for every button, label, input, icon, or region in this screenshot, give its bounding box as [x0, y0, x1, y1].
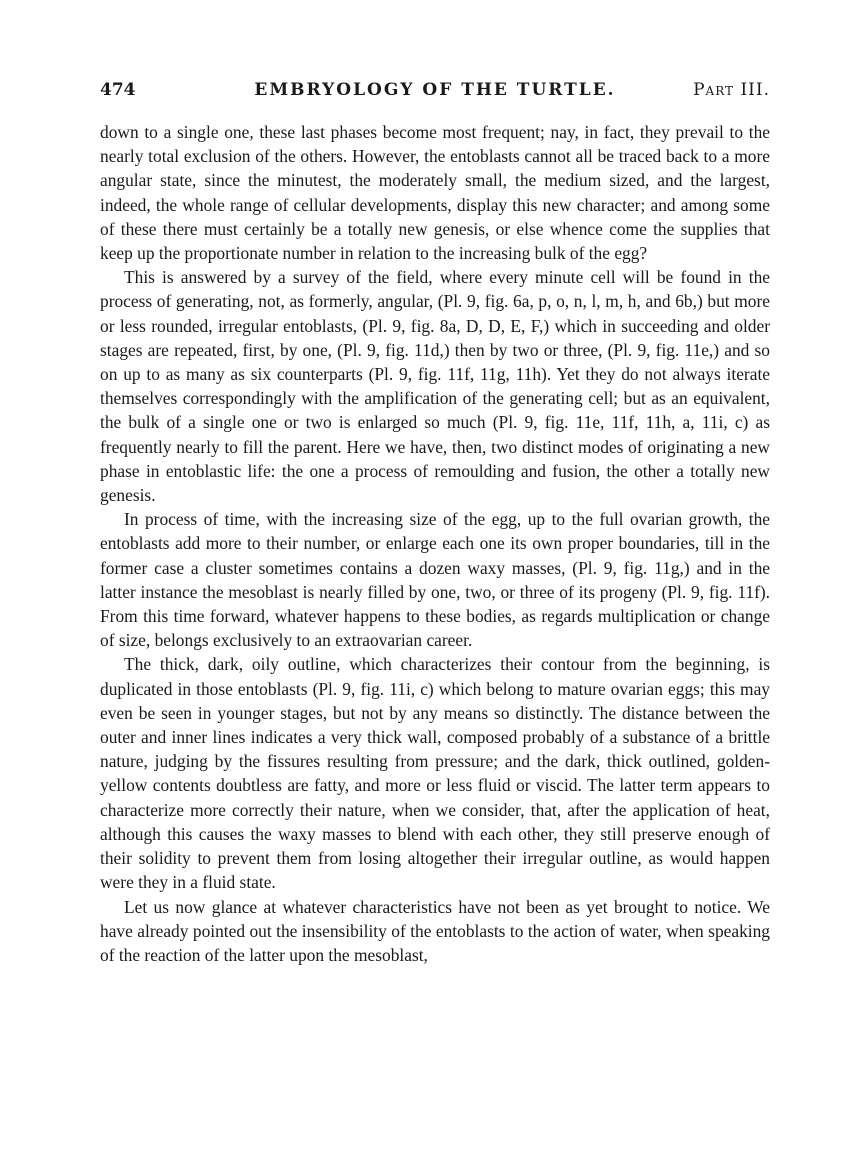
part-label: Part III.: [693, 80, 770, 100]
book-page: [100, 78, 770, 967]
paragraph: The thick, dark, oily outline, which characterizes their contour from the beginning, is duplicated in those entoblasts (Pl. 9, fig. 11i, c) which belong to mature ovarian eggs; this may even be seen in younger stages, but not by any means so distinctly. The distance between the outer and inner lines indicates a very thick wall, composed probably of a substance of a brittle nature, judging by the fissures resulting from pressure; and the dark, thick outlined, golden-yellow contents doubtless are fatty, and more or less fluid or viscid. The latter term appears to characterize more correctly their nature, when we consider, that, after the application of heat, although this causes the waxy masses to blend with each other, they still preserve enough of their solidity to prevent them from losing altogether their irregular outline, as would happen were they in a fluid state.: [100, 654, 770, 893]
paragraph: This is answered by a survey of the field, where every minute cell will be found in the process of generating, not, as formerly, angular, (Pl. 9, fig. 6a, p, o, n, l, m, h, and 6b,) but more or less rounded, irregular entoblasts, (Pl. 9, fig. 8a, D, D, E, F,) which in succeeding and older stages are repeated, first, by one, (Pl. 9, fig. 11d,) then by two or three, (Pl. 9, fig. 11e,) and so on up to as many as six counterparts (Pl. 9, fig. 11f, 11g, 11h). Yet they do not always iterate themselves correspondingly with the amplification of the generating cell; but as an equivalent, the bulk of a single one or two is enlarged so much (Pl. 9, fig. 11e, 11f, 11h, a, 11i, c) as frequently nearly to fill the parent. Here we have, then, two distinct modes of originating a new phase in entoblastic life: the one a process of remoulding and fusion, the other a totally new genesis.: [100, 267, 770, 506]
running-head: [100, 78, 770, 102]
page-number: 474: [100, 80, 136, 100]
body-text: [100, 120, 770, 967]
running-title: EMBRYOLOGY OF THE TURTLE.: [254, 80, 616, 100]
paragraph: down to a single one, these last phases become most frequent; nay, in fact, they prevail to the nearly total exclusion of the others. However, the entoblasts cannot all be traced back to a more angular state, since the minutest, the moderately small, the medium sized, and the largest, indeed, the whole range of cellular developments, display this new character; and among some of these there must certainly be a totally new genesis, or else whence come the supplies that keep up the proportionate number in relation to the increasing bulk of the egg?: [100, 122, 770, 264]
paragraph: Let us now glance at whatever characteristics have not been as yet brought to notice. We have already pointed out the insensibility of the entoblasts to the action of water, when speaking of the reaction of the latter upon the mesoblast,: [100, 896, 770, 965]
paragraph: In process of time, with the increasing size of the egg, up to the full ovarian growth, the entoblasts add more to their number, or enlarge each one its own proper boundaries, till in the former case a cluster sometimes contains a dozen waxy masses, (Pl. 9, fig. 11g,) and in the latter instance the mesoblast is nearly filled by one, two, or three of its progeny (Pl. 9, fig. 11f). From this time forward, whatever happens to these bodies, as regards multiplication or change of size, belongs exclusively to an extraovarian career.: [100, 509, 770, 651]
